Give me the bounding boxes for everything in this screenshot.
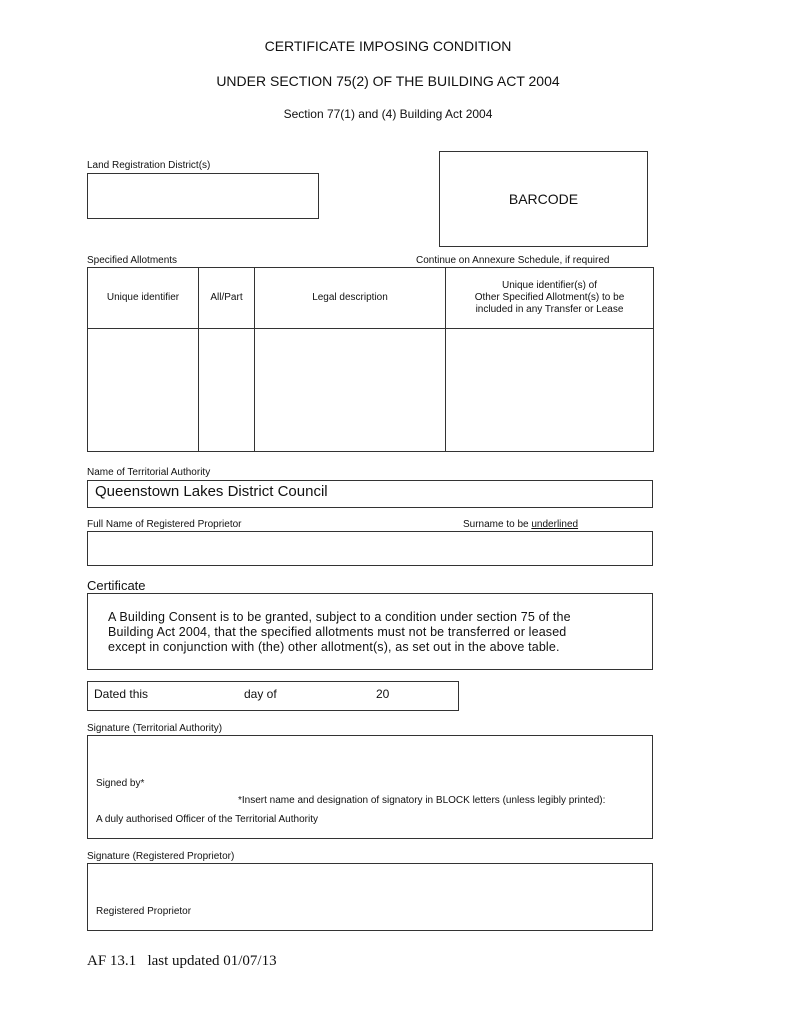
land-registration-label: Land Registration District(s) bbox=[87, 160, 211, 171]
insert-name-note: *Insert name and designation of signatory in BLOCK letters (unless legibly printed): bbox=[238, 795, 606, 806]
dated-field[interactable] bbox=[87, 681, 459, 711]
cell-unique-identifier[interactable] bbox=[88, 329, 199, 452]
territorial-authority-value: Queenstown Lakes District Council bbox=[95, 483, 328, 500]
registered-proprietor-label: Registered Proprietor bbox=[96, 906, 192, 917]
proprietor-note-prefix: Surname to be bbox=[463, 519, 532, 530]
cell-other-identifiers[interactable] bbox=[446, 329, 654, 452]
last-updated: last updated 01/07/13 bbox=[147, 953, 277, 969]
col-other-line1: Unique identifier(s) of bbox=[501, 280, 598, 291]
territorial-authority-field[interactable] bbox=[87, 480, 653, 508]
allotments-header-row bbox=[88, 268, 654, 329]
certificate-text bbox=[108, 610, 571, 655]
col-all-part: All/Part bbox=[199, 268, 255, 329]
proprietor-label: Full Name of Registered Proprietor bbox=[87, 519, 242, 530]
section-reference: Section 77(1) and (4) Building Act 2004 bbox=[283, 107, 493, 121]
certificate-line2: Building Act 2004, that the specified allotments must not be transferred or leased bbox=[108, 625, 567, 639]
territorial-authority-label: Name of Territorial Authority bbox=[87, 467, 211, 478]
certificate-heading: Certificate bbox=[87, 578, 146, 593]
allotments-table bbox=[87, 267, 654, 452]
signature-rp-label: Signature (Registered Proprietor) bbox=[87, 851, 235, 862]
allotments-label: Specified Allotments bbox=[87, 255, 178, 266]
footer bbox=[87, 953, 277, 970]
allotments-entry-row bbox=[88, 329, 654, 452]
certificate-line3: except in conjunction with (the) other allotment(s), as set out in the above table. bbox=[108, 640, 560, 654]
land-registration-field[interactable] bbox=[87, 173, 319, 219]
barcode-box bbox=[439, 151, 648, 247]
barcode-label: BARCODE bbox=[508, 191, 579, 207]
cell-all-part[interactable] bbox=[199, 329, 255, 452]
cell-legal-description[interactable] bbox=[255, 329, 446, 452]
allotments-note: Continue on Annexure Schedule, if required bbox=[416, 255, 610, 266]
certificate-box bbox=[87, 593, 653, 670]
dated-this-label: Dated this bbox=[94, 687, 149, 701]
certificate-line1: A Building Consent is to be granted, subject to a condition under section 75 of the bbox=[108, 610, 571, 624]
page-title: CERTIFICATE IMPOSING CONDITION bbox=[264, 38, 512, 54]
col-other-line3: included in any Transfer or Lease bbox=[475, 304, 624, 315]
proprietor-field[interactable] bbox=[87, 531, 653, 566]
signature-rp-box[interactable] bbox=[87, 863, 653, 931]
col-unique-identifier: Unique identifier bbox=[88, 268, 199, 329]
day-of-label: day of bbox=[244, 687, 277, 701]
authorised-officer-label: A duly authorised Officer of the Territorial Authority bbox=[96, 814, 318, 825]
proprietor-note bbox=[463, 519, 578, 530]
year-prefix: 20 bbox=[376, 687, 390, 701]
col-other-line2: Other Specified Allotment(s) to be bbox=[474, 292, 625, 303]
signed-by-label: Signed by* bbox=[96, 778, 145, 789]
col-other-identifiers bbox=[446, 268, 654, 329]
page-subtitle: UNDER SECTION 75(2) OF THE BUILDING ACT 2004 bbox=[216, 73, 560, 89]
col-legal-description: Legal description bbox=[255, 268, 446, 329]
signature-ta-box[interactable] bbox=[87, 735, 653, 839]
proprietor-note-underlined: underlined bbox=[531, 519, 579, 530]
form-id: AF 13.1 bbox=[87, 953, 137, 969]
signature-ta-label: Signature (Territorial Authority) bbox=[87, 723, 223, 734]
